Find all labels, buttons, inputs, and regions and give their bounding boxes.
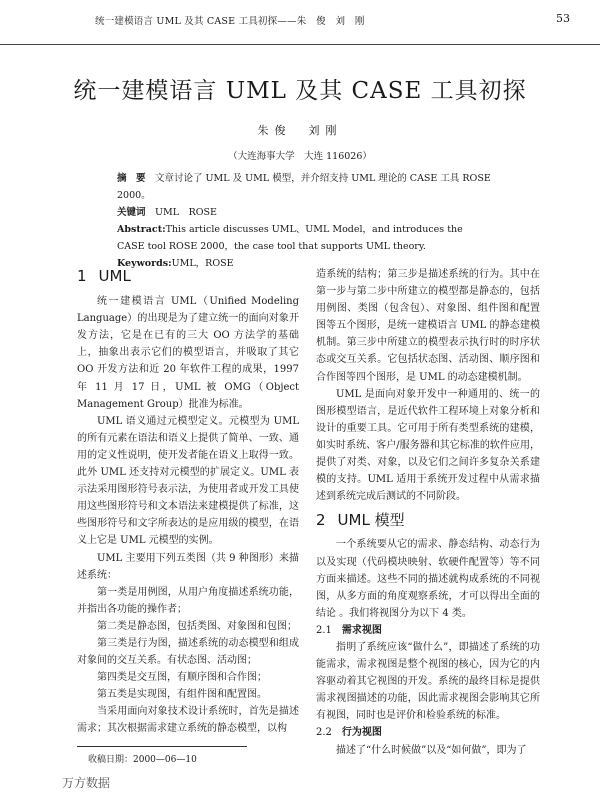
paragraph: UML 主要用下列五类图（共 9 种图形）来描述系统：	[77, 552, 299, 581]
subsection-2-1-number: 2.1	[316, 624, 332, 636]
subsection-2-2-number: 2.2	[316, 727, 332, 739]
paragraph: 统一建模语言 UML（Unified Modeling Language）的出现是为了建立统一的面向对象开发方法，它是在已有的三大 OO 方法学的基础上，抽象出表示它们的模型语言，并吸取了其它 OO 开发方法和近 20 年软件工程的成果，1997 年 11 月 17 日，UML 被 OMG（Object Management Group）批准为标准。	[77, 296, 299, 410]
keywords-en-label: Keywords:	[117, 258, 172, 269]
list-item: 第四类是交互图，有顺序图和合作图；	[97, 672, 267, 684]
section-2-heading	[316, 512, 540, 529]
authors: 朱俊 刘刚	[257, 124, 343, 137]
abstract-en-label: Abstract:	[117, 224, 166, 235]
paragraph: 描述了“什么时候做”以及“如何做”，即为了	[336, 744, 527, 756]
abstract-en	[117, 221, 493, 255]
subsection-2-1-title: 需求视图	[341, 624, 382, 636]
paragraph: 一个系统要从它的需求、静态结构、动态行为以及实现（代码模块映射、软硬件配置等）等不同方面来描述。这些不同的描述就构成系统的不同视图，从多方面的角度观察系统，才可以得出全面的结论 。我们将视图分为以下 4 类。	[316, 539, 540, 619]
section-2-number: 2	[316, 511, 326, 530]
section-1-title: UML	[98, 267, 131, 285]
paragraph: UML 语义通过元模型定义。元模型为 UML 的所有元素在语法和语义上提供了简单、一致、通用的定义性说明，使开发者能在语义上取得一致。此外 UML 还支持对元模型的扩展定义。UML 表示法采用图形符号表示法，为使用者或开发工具使用这些图形符号和文本语法来建模提供了标准，这些图形符号和文字所表达的是应用级的模型，在语义上它是 UML 元模型的实例。	[77, 415, 299, 547]
affiliation: （大连海事大学 大连 116026）	[228, 151, 372, 162]
section-2-title: UML 模型	[337, 511, 405, 530]
footnote: 收稿日期：2000—06—10	[88, 755, 197, 765]
abstract-cn-label: 摘 要	[117, 173, 146, 184]
abstract-en-text: This article discusses UML、UML Model，and introduces the CASE tool ROSE 2000，the case tool that supports UML theory.	[117, 224, 463, 252]
right-column	[316, 266, 540, 759]
subsection-2-2-heading	[316, 724, 540, 741]
subsection-2-2-title: 行为视图	[341, 727, 382, 739]
keywords-cn-label: 关键词	[117, 207, 146, 218]
list-item: 第三类是行为图，描述系统的动态模型和组成对象间的交互关系。有状态图、活动图；	[77, 637, 299, 667]
paper-title: 统一建模语言 UML 及其 CASE 工具初探	[73, 78, 527, 104]
section-1-heading	[77, 268, 299, 285]
abstract-cn	[117, 170, 493, 204]
keywords-cn	[117, 204, 493, 221]
running-title: 统一建模语言 UML 及其 CASE 工具初探——朱 俊 刘 刚	[95, 16, 365, 27]
list-item: 第五类是实现图，有组件图和配置图。	[97, 689, 267, 701]
list-item: 第二类是静态图，包括类图、对象图和包图；	[97, 620, 297, 632]
paragraph: 当采用面向对象技术设计系统时，首先是描述需求；其次根据需求建立系统的静态模型，以构	[77, 706, 299, 735]
paragraph: 造系统的结构；第三步是描述系统的行为。其中在第一步与第二步中所建立的模型都是静态的，包括用例图、类图（包含包）、对象图、组件图和配置图等五个图形，是统一建模语言 UML 的静态建模机制。第三步中所建立的模型表示执行时的时序状态或交互关系。它包括状态图、活动图、顺序图和合作图等四个图形，是 UML 的动态建模机制。	[316, 269, 540, 383]
keywords-en-text: UML，ROSE	[171, 258, 234, 269]
subsection-2-1-heading	[316, 622, 540, 639]
list-item: 第一类是用例图，从用户角度描述系统功能，并指出各功能的操作者；	[77, 586, 299, 615]
watermark: 万方数据	[62, 776, 111, 790]
page-number: 53	[556, 12, 570, 25]
keywords-cn-text: UML ROSE	[155, 207, 217, 218]
abstract-block	[117, 170, 493, 272]
abstract-cn-text: 文章讨论了 UML 及 UML 模型，并介绍支持 UML 理论的 CASE 工具 ROSE 2000。	[117, 173, 491, 201]
paragraph: 指明了系统应该“做什么”，即描述了系统的功能需求，需求视图是整个视图的核心，因为它的内容驱动着其它视图的开发。系统的最终目标是提供需求视图描述的功能，因此需求视图会影响其它所有视图，同时也是评价和检验系统的标准。	[316, 641, 540, 722]
left-column	[77, 268, 299, 738]
footnote-divider	[77, 746, 247, 747]
paragraph: UML 是面向对象开发中一种通用的、统一的图形模型语言，是近代软件工程环境上对象分析和设计的重要工具。它可用于所有类型系统的建模，如实时系统、客户/服务器和其它标准的软件应用，提供了对类、对象，以及它们之间许多复杂关系建模的支持。UML 适用于系统开发过程中从需求描述到系统完成后测试的不同阶段。	[316, 388, 540, 503]
section-1-number: 1	[77, 267, 87, 285]
